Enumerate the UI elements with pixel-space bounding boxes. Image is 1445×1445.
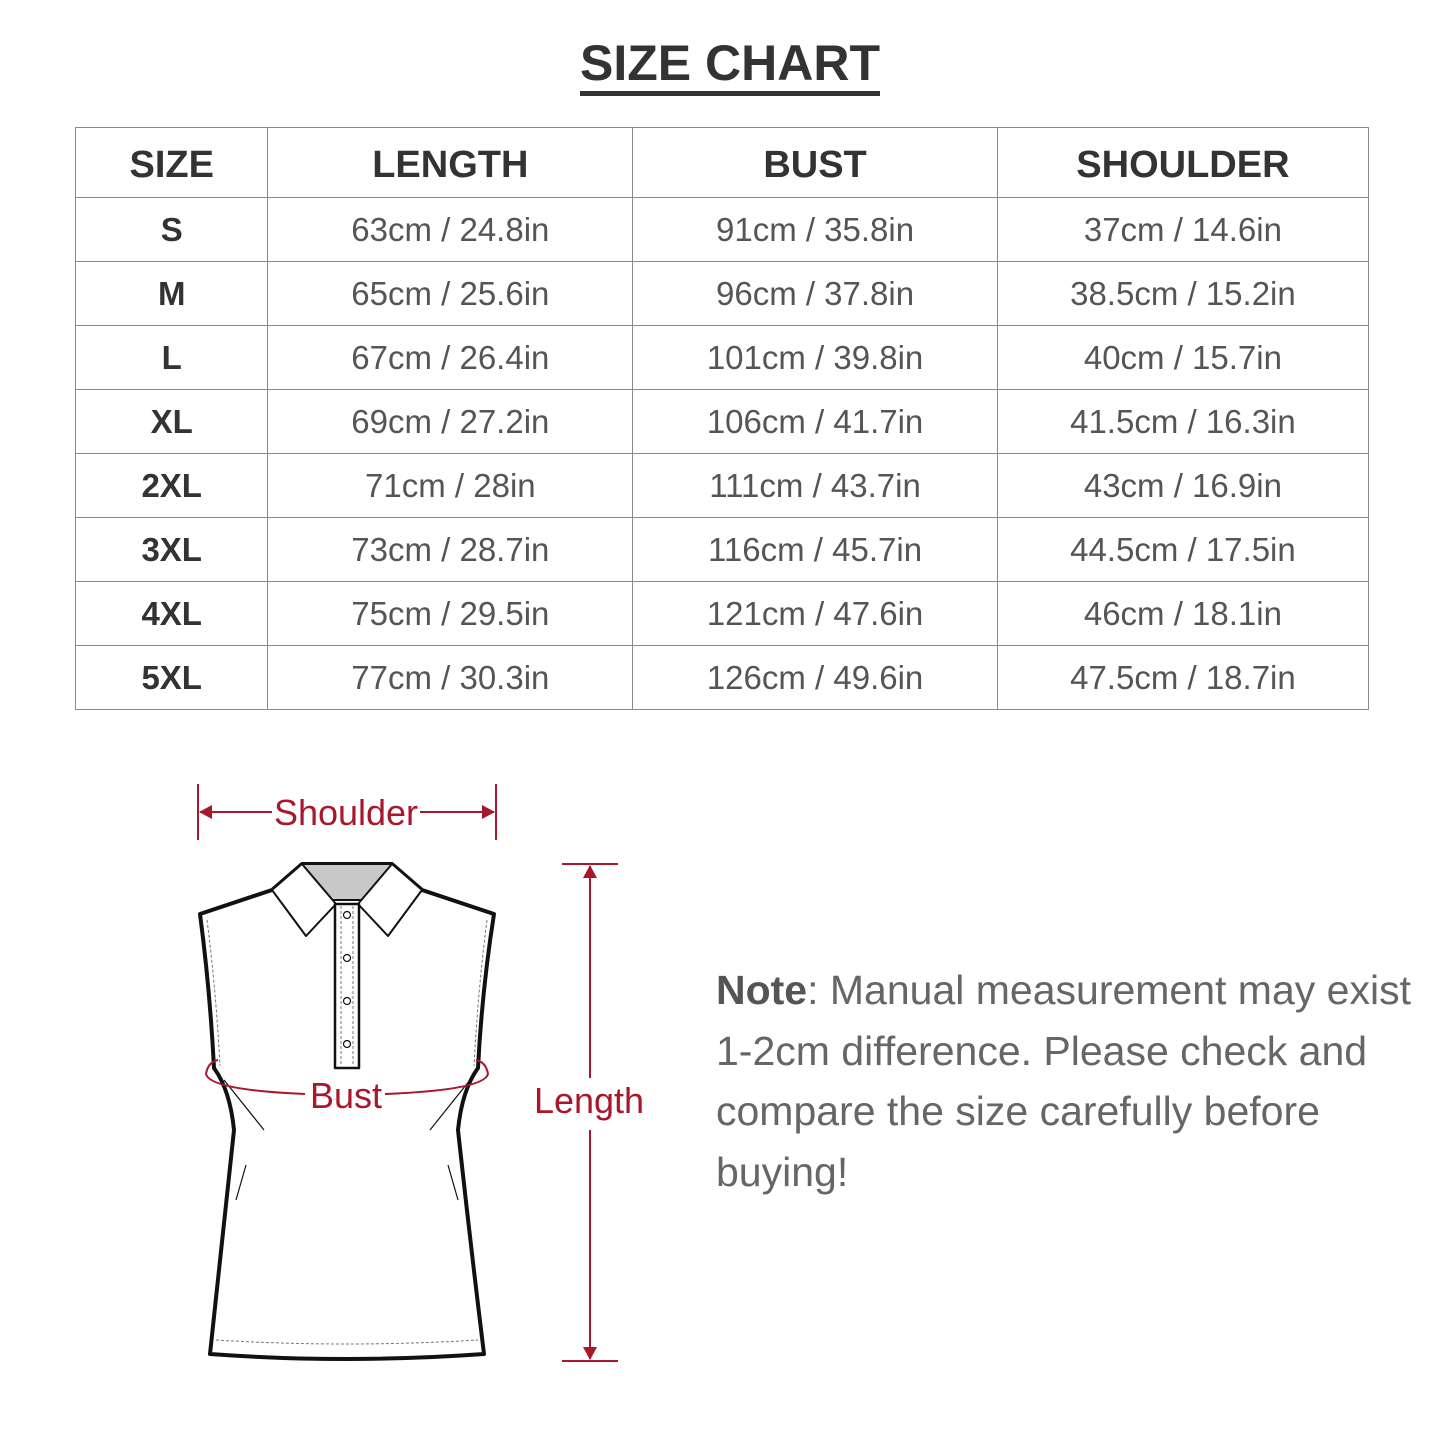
measurement-cell: 75cm / 29.5in [268,582,633,646]
measurement-cell: 106cm / 41.7in [633,390,998,454]
size-cell: XL [76,390,268,454]
measurement-cell: 116cm / 45.7in [633,518,998,582]
bust-label: Bust [309,1075,383,1116]
measurement-cell: 47.5cm / 18.7in [997,646,1368,710]
measurement-cell: 91cm / 35.8in [633,198,998,262]
measurement-cell: 67cm / 26.4in [268,326,633,390]
column-header-size: SIZE [76,128,268,198]
measurement-cell: 43cm / 16.9in [997,454,1368,518]
measurement-cell: 71cm / 28in [268,454,633,518]
column-header-bust: BUST [633,128,998,198]
measurement-cell: 41.5cm / 16.3in [997,390,1368,454]
measurement-cell: 37cm / 14.6in [997,198,1368,262]
shoulder-label: Shoulder [273,792,419,833]
measurement-cell: 46cm / 18.1in [997,582,1368,646]
size-cell: 5XL [76,646,268,710]
size-cell: 3XL [76,518,268,582]
note-body: : Manual measurement may exist 1-2cm difference. Please check and compare the size carefully before buying! [716,967,1411,1195]
size-cell: 2XL [76,454,268,518]
measurement-cell: 126cm / 49.6in [633,646,998,710]
measurement-cell: 44.5cm / 17.5in [997,518,1368,582]
note-label: Note [716,967,808,1013]
note-text [716,960,1416,1202]
size-cell: S [76,198,268,262]
measurement-cell: 96cm / 37.8in [633,262,998,326]
column-header-shoulder: SHOULDER [997,128,1368,198]
measurement-cell: 40cm / 15.7in [997,326,1368,390]
measurement-cell: 121cm / 47.6in [633,582,998,646]
size-cell: 4XL [76,582,268,646]
column-header-length: LENGTH [268,128,633,198]
measurement-cell: 38.5cm / 15.2in [997,262,1368,326]
measurement-cell: 73cm / 28.7in [268,518,633,582]
size-cell: L [76,326,268,390]
measurement-cell: 63cm / 24.8in [268,198,633,262]
measurement-cell: 111cm / 43.7in [633,454,998,518]
measurement-cell: 65cm / 25.6in [268,262,633,326]
page-title: SIZE CHART [0,34,1445,96]
size-cell: M [76,262,268,326]
measurement-cell: 77cm / 30.3in [268,646,633,710]
measurement-cell: 69cm / 27.2in [268,390,633,454]
length-label: Length [533,1080,645,1121]
measurement-cell: 101cm / 39.8in [633,326,998,390]
